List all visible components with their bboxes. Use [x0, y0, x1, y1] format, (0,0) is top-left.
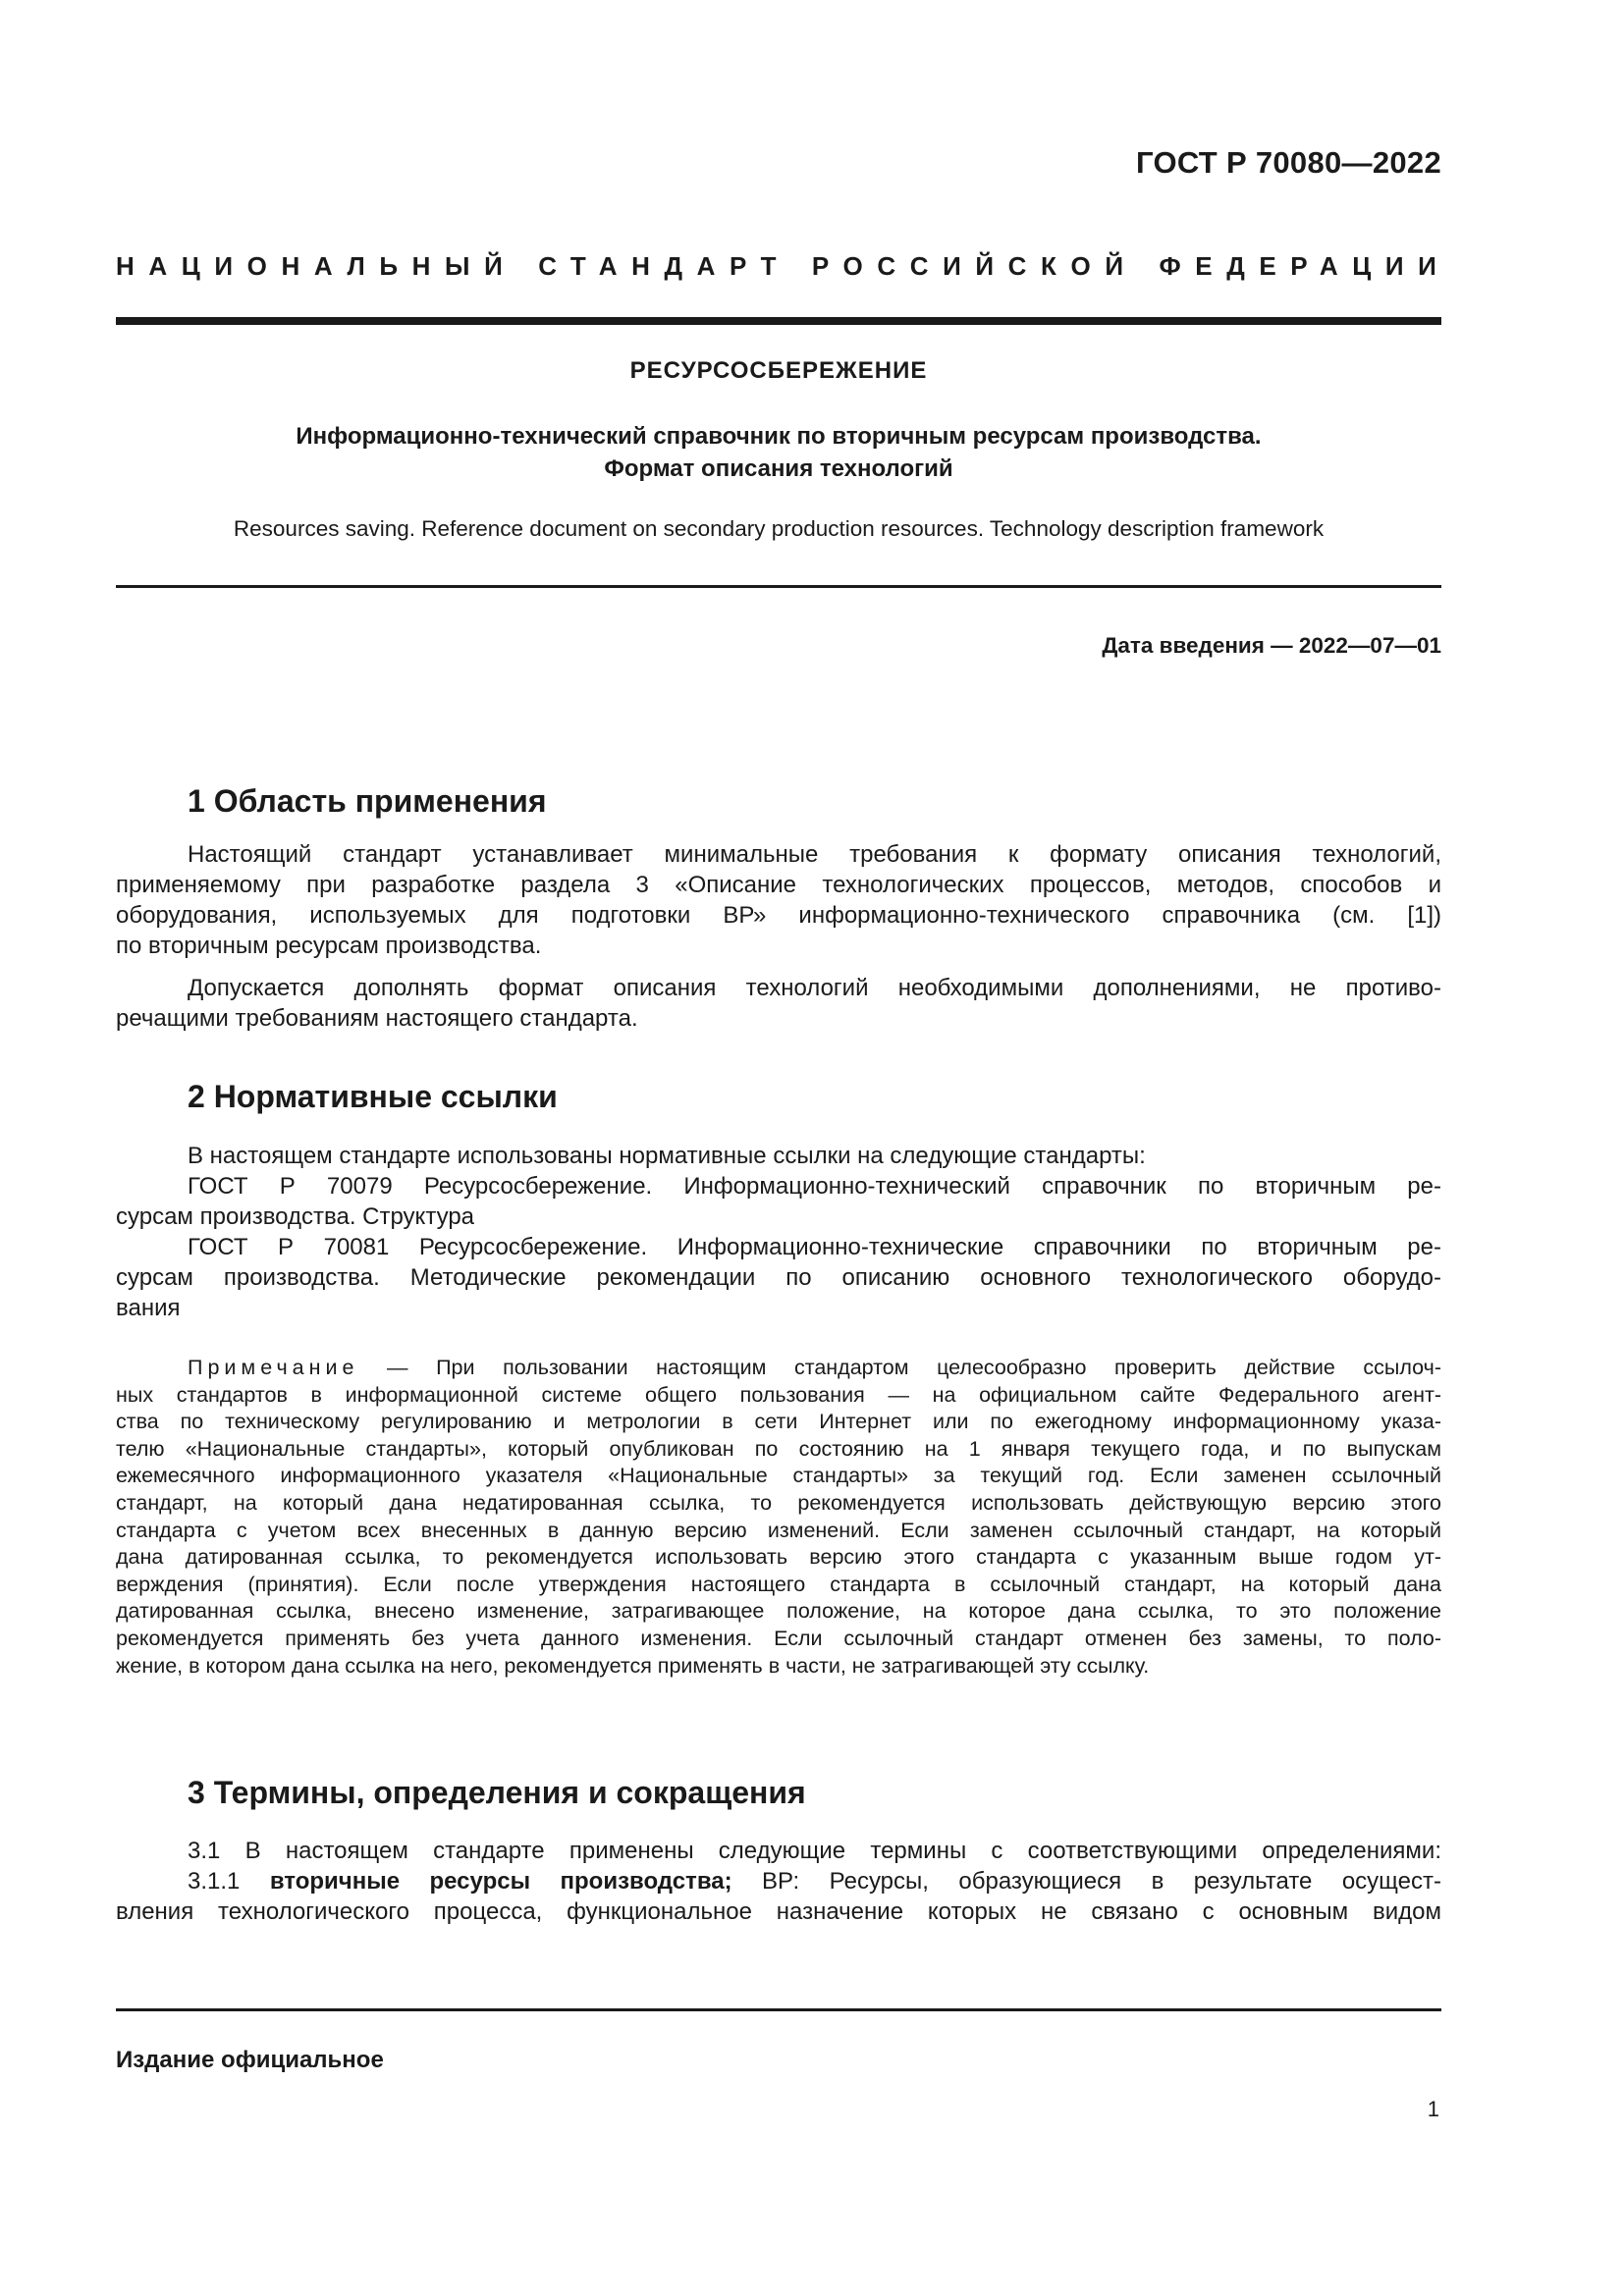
document-subtitle	[116, 420, 1441, 485]
text-line: телю «Национальные стандарты», который опубликован по состоянию на 1 января текущего года, и по выпускам	[116, 1436, 1441, 1461]
text-line: сурсам производства. Структура	[116, 1203, 475, 1230]
text-line: ГОСТ Р 70081 Ресурсосбережение. Информационно-технические справочники по вторичным ре-	[188, 1234, 1441, 1260]
text-line: применяемому при разработке раздела 3 «Описание технологических процессов, методов, способов и	[116, 872, 1441, 898]
footer-rule	[116, 2008, 1441, 2011]
text-line	[116, 1866, 1441, 1896]
text-line: Настоящий стандарт устанавливает минимальные требования к формату описания технологий,	[188, 841, 1441, 868]
effective-date: Дата введения — 2022—07—01	[1102, 633, 1441, 658]
document-title: РЕСУРСОСБЕРЕЖЕНИЕ	[629, 357, 928, 384]
section-heading: 2 Нормативные ссылки	[188, 1079, 558, 1114]
note-label: Примечание	[188, 1356, 359, 1379]
text-line: дана датированная ссылка, то рекомендуется использовать версию этого стандарта с указанным выше годом ут-	[116, 1545, 1441, 1570]
definition-text: ВР: Ресурсы, образующиеся в результате осущест-	[731, 1868, 1441, 1895]
note	[116, 1355, 1441, 1680]
text-line: вания	[116, 1295, 181, 1321]
note-text: — При пользовании настоящим стандартом целесообразно проверить действие ссылоч-	[358, 1356, 1441, 1379]
text-line: сурсам производства. Методические рекомендации по описанию основного технологического оборудо-	[116, 1264, 1441, 1291]
text-line: стандарт, на который дана недатированная ссылка, то рекомендуется использовать действующую версию этого	[116, 1490, 1441, 1515]
text-line: ГОСТ Р 70079 Ресурсосбережение. Информационно-технический справочник по вторичным ре-	[188, 1173, 1441, 1200]
text-line: В настоящем стандарте использованы нормативные ссылки на следующие стандарты:	[188, 1143, 1146, 1169]
text-line: жение, в котором дана ссылка на него, рекомендуется применять в части, не затрагивающей эту ссылку.	[116, 1653, 1150, 1678]
text-line	[116, 1355, 1441, 1382]
paragraph	[116, 839, 1441, 961]
header-rule	[116, 317, 1441, 325]
section-heading: 3 Термины, определения и сокращения	[188, 1775, 806, 1810]
clause-number: 3.1.1	[188, 1868, 270, 1895]
text-line: Допускается дополнять формат описания технологий необходимыми дополнениями, не противо-	[188, 975, 1441, 1001]
subtitle-line: Формат описания технологий	[604, 455, 953, 482]
paragraph	[116, 1836, 1441, 1927]
text-line: речащими требованиям настоящего стандарта.	[116, 1005, 638, 1032]
title-rule	[116, 585, 1441, 588]
text-line: датированная ссылка, внесено изменение, затрагивающее положение, на которое дана ссылка, то это положение	[116, 1599, 1441, 1624]
text-line: стандарта с учетом всех внесенных в данную версию изменений. Если заменен ссылочный стандарт, на который	[116, 1518, 1441, 1542]
paragraph	[116, 973, 1441, 1034]
text-line: по вторичным ресурсам производства.	[116, 933, 542, 959]
english-title: Resources saving. Reference document on secondary production resources. Technology description framework	[233, 516, 1325, 541]
document-page	[116, 0, 1451, 2296]
standard-code: ГОСТ Р 70080—2022	[1136, 145, 1441, 180]
text-line: рекомендуется применять без учета данного изменения. Если ссылочный стандарт отменен без замены, то поло-	[116, 1626, 1441, 1650]
page-number: 1	[1427, 2097, 1439, 2121]
normative-reference	[116, 1232, 1441, 1323]
text-line: оборудования, используемых для подготовки ВР» информационно-технического справочника (см. [1])	[116, 902, 1441, 929]
text-line: ства по техническому регулированию и метрологии в сети Интернет или по ежегодному информационному указа-	[116, 1410, 1441, 1434]
term: вторичные ресурсы производства;	[269, 1868, 732, 1895]
normative-reference	[116, 1171, 1441, 1232]
section-heading: 1 Область применения	[188, 783, 547, 819]
official-edition-label: Издание официальное	[116, 2047, 384, 2073]
text-line: 3.1 В настоящем стандарте применены следующие термины с соответствующими определениями:	[188, 1838, 1441, 1864]
paragraph	[116, 1141, 1441, 1171]
national-standard-banner: НАЦИОНАЛЬНЫЙ СТАНДАРТ РОССИЙСКОЙ ФЕДЕРАЦИИ	[116, 251, 1451, 281]
text-line: вления технологического процесса, функциональное назначение которых не связано с основным видом	[116, 1898, 1441, 1925]
text-line: верждения (принятия). Если после утверждения настоящего стандарта в ссылочный стандарт, на который дана	[116, 1572, 1441, 1596]
subtitle-line: Информационно-технический справочник по вторичным ресурсам производства.	[296, 423, 1262, 450]
text-line: ных стандартов в информационной системе общего пользования — на официальном сайте Федерального агент-	[116, 1382, 1441, 1407]
text-line: ежемесячного информационного указателя «Национальные стандарты» за текущий год. Если заменен ссылочный	[116, 1464, 1441, 1488]
